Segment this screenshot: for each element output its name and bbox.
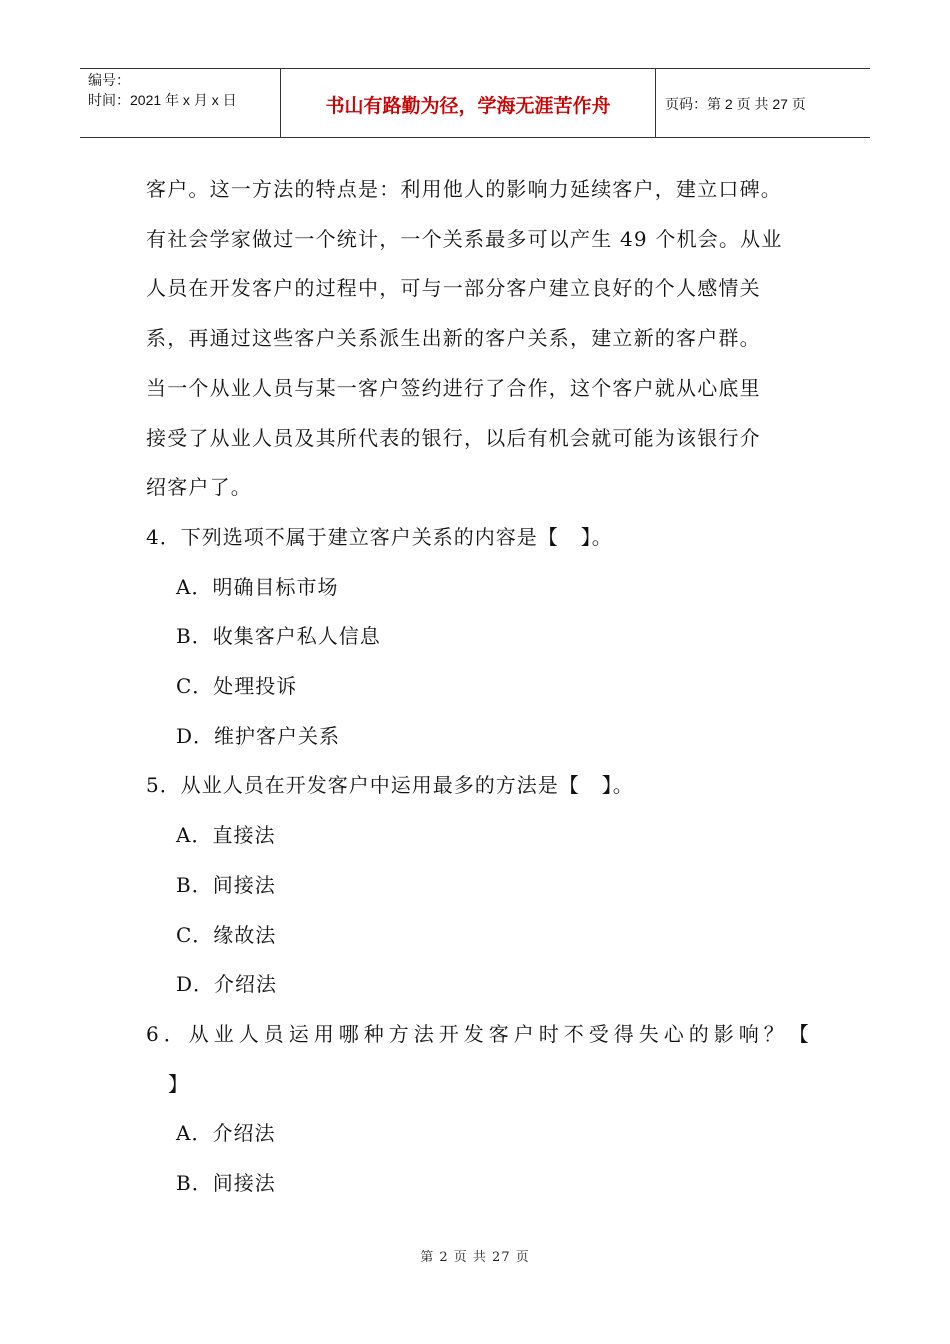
option-a: A．明确目标市场 — [176, 574, 339, 599]
question-6 — [146, 1010, 826, 1209]
question-stem-text: 4．下列选项不属于建立客户关系的内容是【 — [146, 524, 559, 549]
answer-bracket-close: 】。 — [601, 773, 634, 798]
question-4 — [146, 513, 826, 762]
header-page-info: 页码：第 2 页 共 27 页 — [665, 96, 806, 112]
option-d: D．介绍法 — [176, 972, 278, 997]
question-stem — [146, 761, 826, 811]
paragraph-line: 绍客户了。 — [146, 475, 252, 500]
option-c: C．处理投诉 — [176, 674, 298, 699]
document-body — [146, 165, 826, 1209]
paragraph-line: 系，再通过这些客户关系派生出新的客户关系，建立新的客户群。 — [146, 326, 761, 351]
option-b: B．间接法 — [176, 1171, 276, 1196]
option-b: B．收集客户私人信息 — [176, 624, 381, 649]
question-5 — [146, 761, 826, 1010]
question-stem — [146, 513, 826, 563]
answer-bracket-close: 】 — [168, 1071, 189, 1096]
header-page-cell — [655, 69, 870, 137]
header-motto-cell — [280, 69, 656, 137]
answer-bracket-close: 】。 — [580, 524, 613, 549]
header-motto: 书山有路勤为径，学海无涯苦作舟 — [325, 95, 611, 117]
document-number-label: 编号： — [88, 72, 130, 88]
intro-paragraph — [146, 165, 826, 513]
page-footer: 第 2 页 共 27 页 — [420, 1250, 530, 1265]
question-stem-text: 5．从业人员在开发客户中运用最多的方法是【 — [146, 773, 580, 798]
paragraph-line: 接受了从业人员及其所代表的银行，以后有机会就可能为该银行介 — [146, 425, 761, 450]
paragraph-line: 人员在开发客户的过程中，可与一部分客户建立良好的个人感情关 — [146, 276, 761, 301]
question-stem-text: 6．从业人员运用哪种方法开发客户时不受得失心的影响？【 — [146, 1021, 814, 1046]
page-header — [80, 68, 870, 138]
option-c: C．缘故法 — [176, 922, 277, 947]
header-meta-cell — [80, 69, 280, 137]
paragraph-line: 当一个从业人员与某一客户签约进行了合作，这个客户就从心底里 — [146, 375, 761, 400]
option-a: A．介绍法 — [176, 1121, 276, 1146]
paragraph-line: 有社会学家做过一个统计，一个关系最多可以产生 49 个机会。从业 — [146, 226, 783, 251]
paragraph-line: 客户。这一方法的特点是：利用他人的影响力延续客户，建立口碑。 — [146, 177, 782, 201]
option-a: A．直接法 — [176, 823, 276, 848]
option-b: B．间接法 — [176, 872, 276, 897]
document-time-label: 时间：2021 年 x 月 x 日 — [88, 92, 237, 108]
option-d: D．维护客户关系 — [176, 723, 341, 748]
